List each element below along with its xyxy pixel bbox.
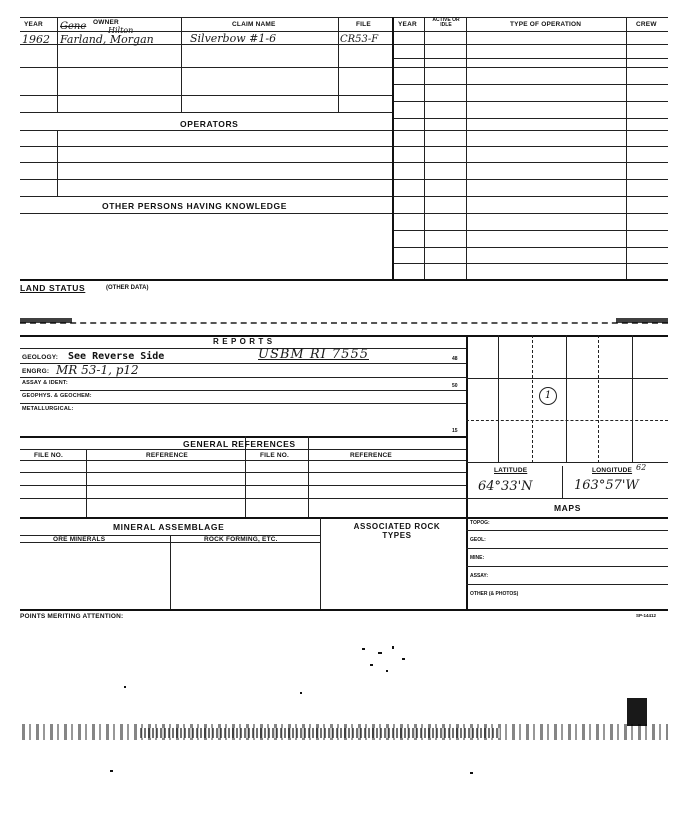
row1-file: CR53-F xyxy=(340,34,379,45)
engrg-value: MR 53-1, p12 xyxy=(56,363,139,377)
operators-label: OPERATORS xyxy=(180,119,239,129)
geology-label: GEOLOGY: xyxy=(22,354,59,361)
year2-header: YEAR xyxy=(398,21,417,28)
geology-num: 48 xyxy=(452,356,458,362)
longitude-extra: 62 xyxy=(636,463,647,472)
type-of-operation-header: TYPE OF OPERATION xyxy=(510,21,582,28)
owner-header: OWNER xyxy=(93,19,119,26)
row1-year: 1962 xyxy=(22,33,50,46)
metallurgical-label: METALLURGICAL: xyxy=(22,406,74,412)
gr-reference-1: REFERENCE xyxy=(146,452,188,459)
row1-claim: Silverbow #1-6 xyxy=(190,32,277,45)
geophys-label: GEOPHYS. & GEOCHEM: xyxy=(22,393,92,399)
claim-name-header: CLAIM NAME xyxy=(232,21,276,28)
crew-header: CREW xyxy=(636,21,657,28)
owner-above-text: Hilton xyxy=(108,26,134,35)
file-header: FILE xyxy=(356,21,371,28)
scan-mark-right xyxy=(616,318,668,323)
ore-minerals-label: ORE MINERALS xyxy=(53,536,106,543)
row1-owner: Farland, Morgan xyxy=(60,33,154,46)
longitude-value: 163°57'W xyxy=(574,478,639,493)
scan-mark-left xyxy=(20,318,72,323)
gr-file-no-2: FILE NO. xyxy=(260,452,290,459)
maps-geol: GEOL: xyxy=(470,537,486,543)
longitude-label: LONGITUDE xyxy=(592,467,633,474)
active-idle-header: ACTIVE OR IDLE xyxy=(432,17,460,28)
metallurgical-num: 15 xyxy=(452,428,458,434)
latitude-label: LATITUDE xyxy=(494,467,528,474)
maps-other: OTHER (& PHOTOS) xyxy=(470,591,519,597)
rock-forming-label: ROCK FORMING, ETC. xyxy=(204,536,278,543)
gr-reference-2: REFERENCE xyxy=(350,452,392,459)
year-header: YEAR xyxy=(24,21,43,28)
land-status-sub: (OTHER DATA) xyxy=(106,285,149,291)
bottom-smudge-block xyxy=(627,698,647,726)
engrg-label: ENGRG: xyxy=(22,368,50,375)
mineral-assemblage-title: MINERAL ASSEMBLAGE xyxy=(113,522,225,532)
latitude-value: 64°33'N xyxy=(478,479,533,494)
geology-value: See Reverse Side xyxy=(68,351,165,362)
grid-mark-circle: 1 xyxy=(539,387,557,405)
assay-num: 50 xyxy=(452,383,458,389)
points-meriting-label: POINTS MERITING ATTENTION: xyxy=(20,613,124,620)
maps-title: MAPS xyxy=(554,503,581,513)
other-persons-label: OTHER PERSONS HAVING KNOWLEDGE xyxy=(102,201,288,211)
maps-assay: ASSAY: xyxy=(470,573,489,579)
general-references-title: GENERAL REFERENCES xyxy=(183,439,296,449)
maps-mine: MINE: xyxy=(470,555,485,561)
reports-title: R E P O R T S xyxy=(213,337,273,346)
gr-file-no-1: FILE NO. xyxy=(34,452,64,459)
land-status-label: LAND STATUS xyxy=(20,283,86,293)
owner-struck-text: Gene xyxy=(60,21,87,32)
form-code: SP-14412 xyxy=(636,613,657,618)
associated-rock-types-label: ASSOCIATED ROCK TYPES xyxy=(353,522,441,540)
geology-note: USBM RI 7555 xyxy=(258,347,369,362)
maps-topog: TOPOG: xyxy=(470,520,490,526)
assay-label: ASSAY & IDENT: xyxy=(22,380,68,386)
